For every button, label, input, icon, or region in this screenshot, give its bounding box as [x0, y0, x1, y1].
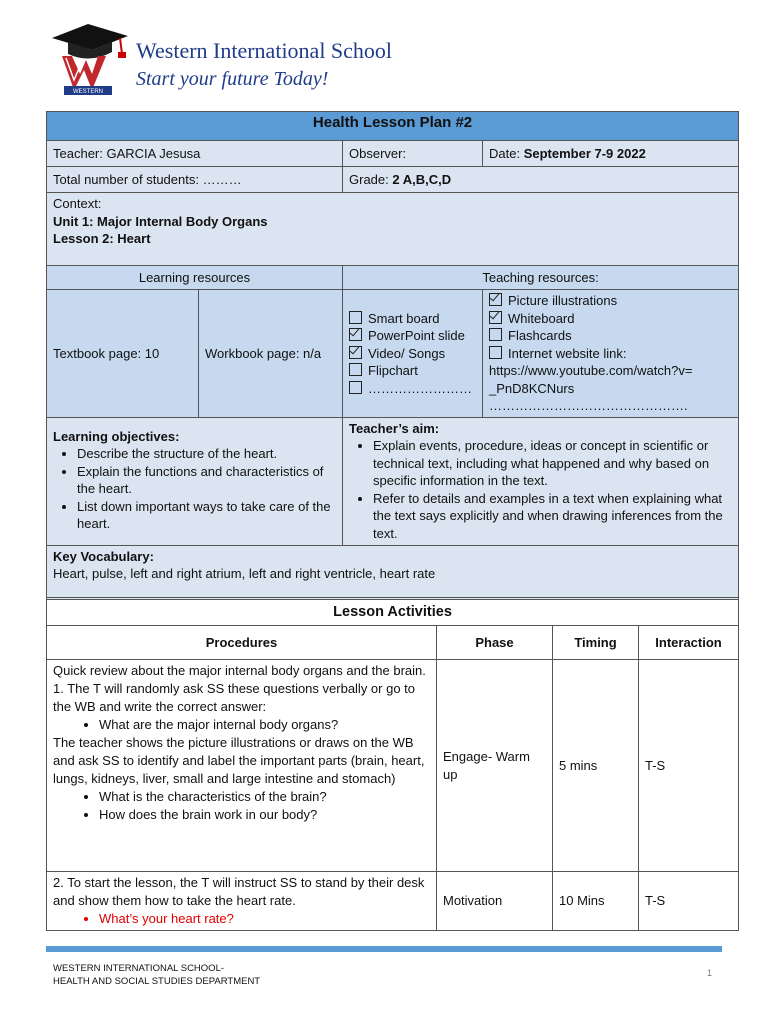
school-tagline: Start your future Today! — [136, 68, 329, 90]
date-value: September 7-9 2022 — [523, 145, 646, 161]
teaching-list-a — [343, 290, 483, 418]
lesson-title: Lesson 2: Heart — [53, 231, 151, 246]
resource-item: Smart board — [349, 310, 476, 328]
resource-item: Whiteboard — [489, 310, 732, 328]
youtube-link[interactable]: https://www.youtube.com/watch?v= _PnD8KCNurs — [489, 363, 693, 396]
interaction-cell: T-S — [639, 660, 739, 872]
checkbox-checked-icon — [489, 311, 502, 324]
procedure-cell: 2. To start the lesson, the T will instruct SS to stand by their desk and show them how to take the heart rate. • What’s your heart rate? — [47, 872, 437, 931]
vocab-text: Heart, pulse, left and right atrium, left and right ventricle, heart rate — [53, 566, 436, 581]
unit-title: Unit 1: Major Internal Body Organs — [53, 213, 268, 229]
school-logo — [48, 20, 132, 96]
plan-title: Health Lesson Plan #2 — [47, 112, 739, 141]
grade-value: 2 A,B,C,D — [392, 171, 452, 187]
learning-objectives-cell — [47, 417, 343, 545]
phase-cell: Motivation — [437, 872, 553, 931]
procedure-cell: Quick review about the major internal body organs and the brain. 1. The T will randomly ask SS these questions verbally or go to the WB and write the correct answer: • What are the major internal body organs? The teacher shows the picture illustrations or draws on the WB and ask SS to identify and label the important parts (brain, heart, lungs, kidneys, liver, small and large intestine and stomach) • What is the characteristics of the brain? • How does the brain work in our body? — [47, 660, 437, 872]
vocab-label: Key Vocabulary: — [53, 548, 154, 564]
resource-item: Flipchart — [349, 362, 476, 380]
resource-item: PowerPoint slide — [349, 327, 476, 345]
timing-cell: 5 mins — [553, 660, 639, 872]
learning-resources-header: Learning resources — [47, 266, 343, 290]
checkbox-icon — [349, 363, 362, 376]
total-students-cell: Total number of students: ……… — [47, 167, 343, 193]
footer-divider — [46, 946, 722, 952]
interaction-cell: T-S — [639, 872, 739, 931]
lesson-activities-table — [46, 597, 739, 931]
context-cell — [47, 193, 739, 266]
objective-item: • Describe the structure of the heart. — [77, 445, 336, 463]
aims-list — [349, 437, 732, 542]
page-number: 1 — [707, 968, 713, 978]
objective-item: • Explain the functions and characteristics of the heart. — [77, 463, 336, 498]
aim-label: Teacher’s aim: — [349, 420, 440, 436]
grade-cell — [343, 167, 739, 193]
resource-item: Video/ Songs — [349, 345, 476, 363]
checkbox-icon — [489, 328, 502, 341]
checkbox-checked-icon — [489, 293, 502, 306]
checkbox-checked-icon — [349, 346, 362, 359]
vocabulary-cell — [47, 545, 739, 599]
objectives-list — [53, 445, 336, 533]
objective-item: • List down important ways to take care of the heart. — [77, 498, 336, 533]
footer-line-2: HEALTH AND SOCIAL STUDIES DEPARTMENT — [53, 976, 261, 987]
objectives-label: Learning objectives: — [53, 428, 180, 444]
footer-text — [53, 962, 260, 988]
table-row — [47, 660, 739, 872]
checkbox-checked-icon — [349, 328, 362, 341]
checkbox-icon — [349, 311, 362, 324]
aim-item: • Explain events, procedure, ideas or concept in scientific or technical text, including what happened and why based on specific information in the text. — [373, 437, 732, 490]
footer-line-1: WESTERN INTERNATIONAL SCHOOL- — [53, 963, 225, 974]
teacher-aim-cell — [343, 417, 739, 545]
logo-text: WESTERN — [73, 89, 103, 95]
date-label: Date: — [489, 145, 524, 161]
school-name: Western International School — [136, 38, 393, 63]
resource-item: Picture illustrations — [489, 292, 732, 310]
school-header — [48, 16, 468, 96]
resource-item: …………………… — [349, 380, 476, 398]
grade-label: Grade: — [349, 171, 393, 187]
link-dots: ………………………………………. — [489, 398, 688, 413]
context-label: Context: — [53, 196, 102, 211]
checkbox-icon — [489, 346, 502, 359]
checkbox-icon — [349, 381, 362, 394]
timing-cell: 10 Mins — [553, 872, 639, 931]
column-header-timing: Timing — [553, 626, 639, 660]
teacher-cell: Teacher: GARCIA Jesusa — [47, 141, 343, 167]
resource-item: Internet website link: — [489, 345, 732, 363]
phase-cell: Engage- Warm up — [437, 660, 553, 872]
column-header-interaction: Interaction — [639, 626, 739, 660]
textbook-cell: Textbook page: 10 — [47, 290, 199, 418]
teaching-list-b — [483, 290, 739, 418]
workbook-cell: Workbook page: n/a — [199, 290, 343, 418]
resource-item: Flashcards — [489, 327, 732, 345]
aim-item: • Refer to details and examples in a text when explaining what the text says explicitly and when drawing inferences from the text. — [373, 490, 732, 543]
observer-cell: Observer: — [343, 141, 483, 167]
column-header-procedures: Procedures — [47, 626, 437, 660]
activities-title: Lesson Activities — [47, 598, 739, 626]
lesson-plan-table — [46, 111, 739, 600]
table-row — [47, 872, 739, 931]
column-header-phase: Phase — [437, 626, 553, 660]
date-cell — [483, 141, 739, 167]
teaching-resources-header: Teaching resources: — [343, 266, 739, 290]
